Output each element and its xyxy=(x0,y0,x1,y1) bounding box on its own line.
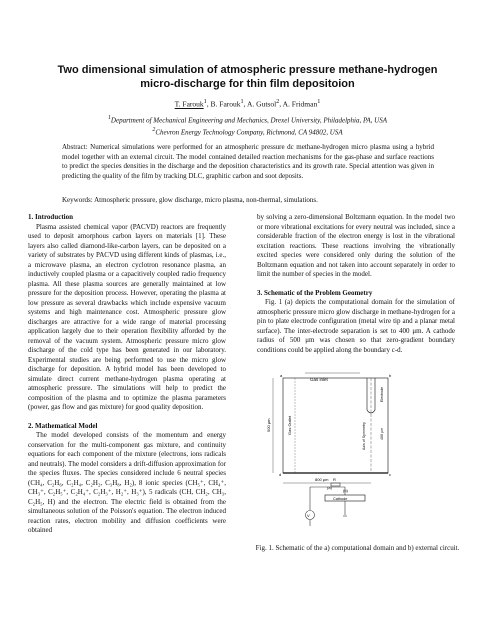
paragraph: Plasma assisted chemical vapor (PACVD) reactors are frequently used to deposit amorphous carbon layers on materials [1]. These layers also called diamond-like-carbon layers, can be deposited on a variety of substrates by PACVD using different kinds of plasmas, i.e., a microwave plasma, an electron cyclotron resonance plasma, an inductively coupled plasma or a capacitively coupled radio frequency plasma. All these plasma sources are generally maintained at low pressure for the deposition process. However, operating the plasma at low pressure as several drawbacks which include expensive vacuum systems and high maintenance cost. Atmospheric pressure glow discharges are attractive for a wide range of material processing application largely due to their operation flexibility afforded by the removal of the vacuum system. Atmospheric pressure micro glow discharge of the cold type has been generated in our laboratory. Experimental studies are being performed to use the micro glow discharge for deposition. A hybrid model has been developed to simulate direct current methane-hydrogen plasma operating at atmospheric pressure. The simulations will help to predict the composition of the plasma and to optimize the plasma parameters (power, gas flow and gas mixture) for good quality deposition. xyxy=(28,222,226,411)
label-a: (a) xyxy=(327,485,332,490)
electrode-label: Electrode xyxy=(380,386,384,402)
author-name: B. Farouk xyxy=(210,99,241,109)
affiliation: Chevron Energy Technology Company, Richmond, CA 94802, USA xyxy=(155,128,343,137)
figure-schematic xyxy=(265,370,455,530)
author-name: A. Gutsol xyxy=(247,99,277,109)
author-sup: 1 xyxy=(203,98,207,105)
author-sup: 1 xyxy=(240,98,244,105)
left-column xyxy=(28,213,226,536)
author-sup: 2 xyxy=(276,98,280,105)
gas-outlet-label: Gas Outlet xyxy=(287,415,292,435)
axis-label: Axis of Symmetry xyxy=(362,422,366,450)
section-heading: 2. Mathematical Model xyxy=(28,421,98,430)
section-heading: 3. Schematic of the Problem Geometry xyxy=(257,288,373,297)
corner-a: a xyxy=(280,373,283,378)
paragraph: Fig. 1 (a) depicts the computational domain for the simulation of atmospheric pressure micro glow discharge in methane-hydrogen for a pin to plate electrode configuration (metal wire tip and a planar metal surface). The inter-electrode separation is set to 400 μm. A cathode radius of 500 μm was chosen so that zero-gradient boundary conditions could be applied along the boundary c-d. xyxy=(257,298,455,354)
abstract: Abstract: Numerical simulations were performed for an atmospheric pressure dc methane-hydrogen micro plasma using a hybrid model together with an external circuit. The model contained detailed reaction mechanisms for the gas-phase and surface reactions to predict the species densities in the discharge and the deposition characteristics and its growth rate. Special attention was given in predicting the quality of the film by tracking DLC, graphitic carbon and soot deposits. xyxy=(62,143,434,180)
right-column xyxy=(257,213,455,355)
resistor xyxy=(331,483,340,486)
affiliation: Department of Mechanical Engineering and Mechanics, Drexel University, Philadelphia, PA, USA xyxy=(110,116,387,125)
dim-800-label: 800 μm xyxy=(315,477,329,482)
affil-sup: 2 xyxy=(152,126,156,133)
paragraph: by solving a zero-dimensional Boltzmann equation. In the model two or more vibrational excitations for every neutral was included, since a considerable fraction of the electron energy is lost in the vibrational excitation reactions. These reactions involving the vibrationally excited species were considered only during the solution of the Boltzmann equation and not taken into account separately in order to limit the number of species in the model. xyxy=(257,213,455,278)
paragraph: The model developed consists of the momentum and energy conservation for the multi-component gas mixture, and continuity equations for each component of the mixture (electrons, ions radicals and neutrals). The model considers a drift-diffusion approximation for the species fluxes. The species considered include 6 neutral species (CH₄, C₂H₆, C₂H₄, C₂H₂, C₃H₈, H₂), 8 ionic species (CH₅⁺, CH₄⁺, CH₃⁺, C₂H₅⁺, C₂H₄⁺, C₂H₃⁺, H₂⁺, H₃⁺), 5 radicals (CH, CH₂, CH₃, C₂H₅, H) and the electron. The electric field is obtained from the simultaneous solution of the Poisson's equation. The electron induced reaction rates, electron mobility and diffusion coefficients were obtained xyxy=(28,431,226,534)
corner-b: b xyxy=(389,373,392,378)
author-list: T. Farouk$^1$, B. Farouk$^1$, A. Gutsol$^2$, A. Fridman$^1$ xyxy=(174,98,321,109)
dim-400-label: 400 μm xyxy=(380,427,384,440)
gas-inlet-label: Gas inlet xyxy=(310,377,328,382)
keywords: Keywords: Atmospheric pressure, glow discharge, micro plasma, non-thermal, simulations. xyxy=(62,196,318,204)
dim-500-label: 500 μm xyxy=(266,418,271,432)
corner-c: c xyxy=(389,472,391,477)
corner-d: d xyxy=(279,472,282,477)
section-heading: 1. Introduction xyxy=(28,213,73,221)
affiliations xyxy=(0,114,495,138)
author-name: T. Farouk xyxy=(174,99,204,109)
v-label: V xyxy=(307,513,310,518)
author-sup: 1 xyxy=(317,98,321,105)
domain-boundary xyxy=(283,378,388,473)
label-b: (b) xyxy=(343,488,348,493)
r-label: R xyxy=(333,477,336,482)
cathode-label: Cathode xyxy=(333,497,348,501)
affil-sup: 1 xyxy=(108,115,111,121)
figure-caption: Fig. 1. Schematic of the a) computational domain and b) external circuit. xyxy=(255,544,460,552)
paper-title: Two dimensional simulation of atmospheric pressure methane-hydrogen micro-discharge for thin film depositoion xyxy=(57,64,438,90)
author-name: A. Fridman xyxy=(282,99,318,109)
